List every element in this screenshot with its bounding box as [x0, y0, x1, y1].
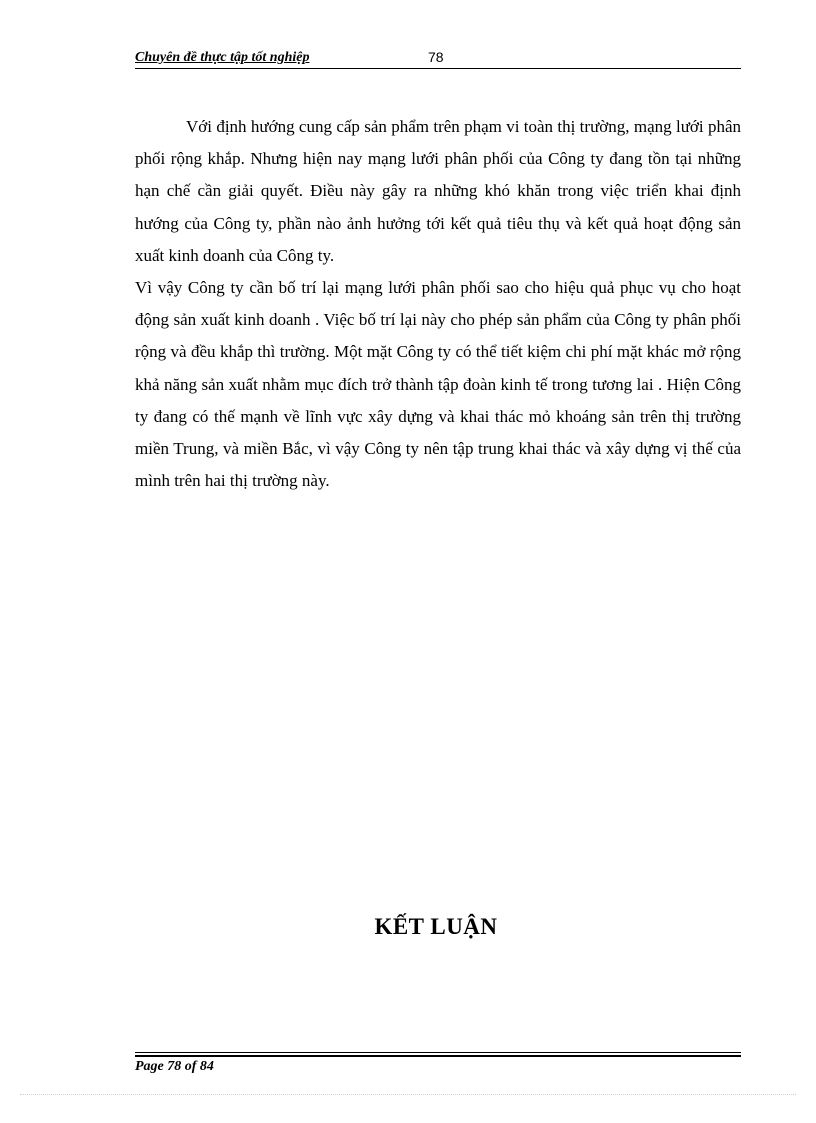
footer-rule-top [135, 1052, 741, 1053]
header-rule [135, 68, 741, 69]
body-text [135, 111, 741, 497]
page-edge-divider [20, 1094, 796, 1095]
header-title: Chuyên đề thực tập tốt nghiệp [135, 50, 310, 65]
footer-page-label: Page 78 of 84 [135, 1059, 214, 1074]
paragraph-2: Vì vậy Công ty cần bố trí lại mạng lưới phân phối sao cho hiệu quả phục vụ cho hoạt động sản xuất kinh doanh . Việc bố trí lại này cho phép sản phẩm của Công ty phân phối rộng và đều khắp thì trường. Một mặt Công ty có thể tiết kiệm chi phí mặt khác mở rộng khả năng sản xuất nhằm mục đích trở thành tập đoàn kinh tế trong tương lai . Hiện Công ty đang có thế mạnh về lĩnh vực xây dựng và khai thác mỏ khoáng sản trên thị trường miền Trung, và miền Bắc, vì vậy Công ty nên tập trung khai thác và xây dựng vị thế của mình trên hai thị trường này. [135, 278, 741, 491]
header-page-number: 78 [428, 49, 444, 65]
page-header [135, 48, 741, 70]
section-heading-conclusion: KẾT LUẬN [374, 914, 498, 939]
paragraph-1: Với định hướng cung cấp sản phẩm trên phạm vi toàn thị trường, mạng lưới phân phối rộng khắp. Nhưng hiện nay mạng lưới phân phối của Công ty đang tồn tại những hạn chế cần giải quyết. Điều này gây ra những khó khăn trong việc triển khai định hướng của Công ty, phần nào ảnh hưởng tới kết quả tiêu thụ và kết quả hoạt động sản xuất kinh doanh của Công ty. [135, 117, 741, 265]
footer-rule-bottom [135, 1055, 741, 1057]
